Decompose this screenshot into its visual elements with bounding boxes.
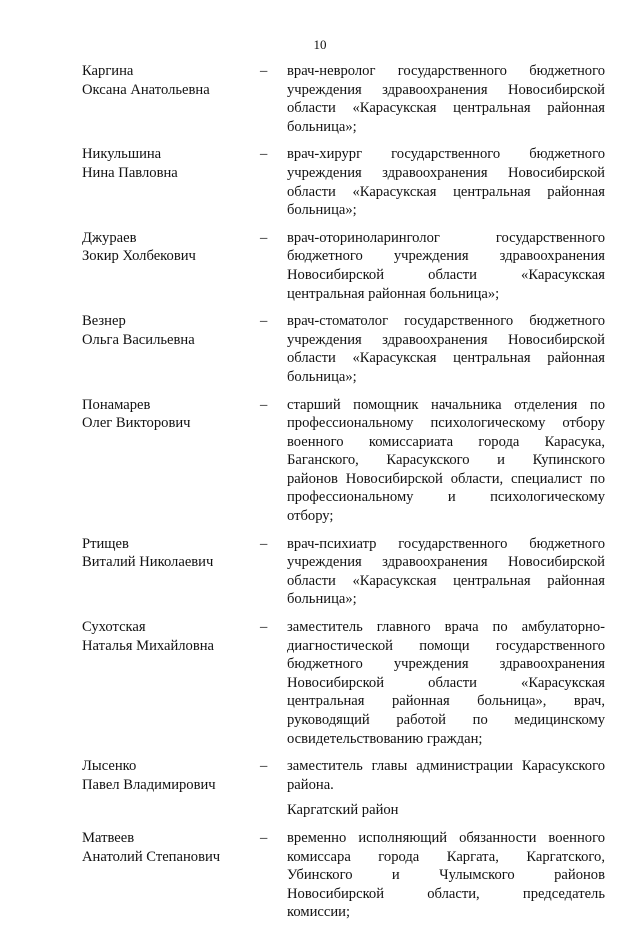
position-line: комиссара города Каргата, Каргатского, [287, 848, 605, 865]
position-line: учреждения здравоохранения Новосибирской [287, 81, 605, 98]
member-name [82, 312, 260, 386]
member-given-names: Анатолий Степанович [82, 848, 221, 865]
position-line: профессиональному психологическому отбору [287, 415, 605, 432]
position-line: временно исполняющий обязанности военного [287, 829, 605, 846]
member-surname: Матвеев [82, 829, 135, 846]
member-surname: Никульшина [82, 146, 162, 163]
position-line: больница»; [287, 368, 357, 385]
member-entry [82, 396, 605, 526]
member-position [287, 145, 605, 219]
member-name [82, 757, 260, 794]
section-heading: Каргатский район [287, 802, 399, 819]
member-given-names: Ольга Васильевна [82, 331, 195, 348]
position-line: учреждения здравоохранения Новосибирской [287, 164, 605, 181]
member-given-names: Олег Викторович [82, 415, 191, 432]
position-line: районов Новосибирской области, специалист по [287, 470, 605, 487]
member-surname: Джураев [82, 229, 137, 246]
member-entry [82, 62, 605, 136]
member-position [287, 396, 605, 526]
position-line: учреждения здравоохранения Новосибирской [287, 331, 605, 348]
member-entry [82, 757, 605, 794]
member-entry [82, 229, 605, 303]
position-line: заместитель главного врача по амбулаторно- [287, 619, 605, 636]
member-position [287, 312, 605, 386]
position-line: врач-хирург государственного бюджетного [287, 146, 605, 163]
member-surname: Каргина [82, 63, 134, 79]
member-entry [82, 145, 605, 219]
member-position [287, 829, 605, 922]
position-line: больница»; [287, 118, 357, 135]
member-given-names: Наталья Михайловна [82, 637, 215, 654]
position-line: области «Карасукская центральная районная [287, 350, 605, 367]
member-name [82, 62, 260, 136]
position-line: заместитель главы администрации Карасукского [287, 758, 605, 775]
member-given-names: Павел Владимирович [82, 776, 216, 793]
position-line: врач-невролог государственного бюджетного [287, 63, 605, 79]
member-name [82, 829, 260, 922]
position-line: отбору; [287, 508, 334, 525]
member-given-names: Оксана Анатольевна [82, 81, 210, 98]
member-entry [82, 312, 605, 386]
dash-separator: – [260, 229, 268, 246]
page-number: 10 [313, 37, 327, 52]
member-position [287, 62, 605, 136]
position-line: диагностической помощи государственного [287, 637, 605, 654]
member-list-karasuk [82, 62, 605, 794]
position-line: Баганского, Карасукского и Купинского [287, 452, 605, 469]
dash-separator: – [260, 396, 268, 413]
position-line: Новосибирской области, председатель [287, 885, 605, 902]
member-surname: Понамарев [82, 396, 151, 413]
dash-separator: – [260, 146, 268, 163]
member-given-names: Нина Павловна [82, 164, 178, 181]
dash-separator: – [260, 758, 268, 775]
member-given-names: Виталий Николаевич [82, 554, 214, 571]
position-line: военного комиссариата города Карасука, [287, 433, 605, 450]
position-line: больница»; [287, 591, 357, 608]
dash-separator: – [260, 619, 268, 636]
position-line: района. [287, 776, 334, 793]
member-name [82, 396, 260, 526]
dash-separator: – [260, 829, 268, 846]
member-position [287, 229, 605, 303]
member-surname: Сухотская [82, 619, 146, 636]
position-line: комиссии; [287, 904, 351, 921]
member-position [287, 535, 605, 609]
member-surname: Ртищев [82, 535, 129, 552]
position-line: врач-стоматолог государственного бюджетного [287, 313, 605, 330]
position-line: области «Карасукская центральная районная [287, 572, 605, 589]
position-line: профессиональному и психологическому [287, 489, 605, 506]
member-entry [82, 535, 605, 609]
member-given-names: Зокир Холбекович [82, 248, 196, 265]
position-line: руководящий работой по медицинскому [287, 712, 605, 728]
position-line: больница»; [287, 202, 357, 219]
position-line: Новосибирской области «Карасукская [287, 266, 605, 283]
member-surname: Везнер [82, 313, 126, 330]
position-line: бюджетного учреждения здравоохранения [287, 656, 605, 673]
member-name [82, 535, 260, 609]
position-line: Новосибирской области «Карасукская [287, 674, 605, 691]
member-name [82, 145, 260, 219]
position-line: центральная районная больница», врач, [287, 693, 605, 710]
position-line: области «Карасукская центральная районная [287, 100, 605, 117]
dash-separator: – [260, 535, 268, 552]
position-line: учреждения здравоохранения Новосибирской [287, 554, 605, 571]
position-line: области «Карасукская центральная районная [287, 183, 605, 200]
position-line: освидетельствованию граждан; [287, 730, 483, 747]
position-line: бюджетного учреждения здравоохранения [287, 248, 605, 265]
member-position [287, 757, 605, 794]
position-line: врач-оториноларинголог государственного [287, 229, 605, 246]
position-line: центральная районная больница»; [287, 285, 500, 302]
member-list-kargat [82, 829, 605, 922]
position-line: Убинского и Чулымского районов [287, 867, 605, 884]
member-entry [82, 618, 605, 748]
member-surname: Лысенко [82, 758, 137, 775]
member-entry [82, 829, 605, 922]
member-name [82, 618, 260, 748]
dash-separator: – [260, 63, 268, 79]
position-line: врач-психиатр государственного бюджетного [287, 535, 605, 552]
dash-separator: – [260, 313, 268, 330]
commission-member-list [82, 62, 605, 931]
position-line: старший помощник начальника отделения по [287, 396, 605, 413]
member-position [287, 618, 605, 748]
member-name [82, 229, 260, 303]
